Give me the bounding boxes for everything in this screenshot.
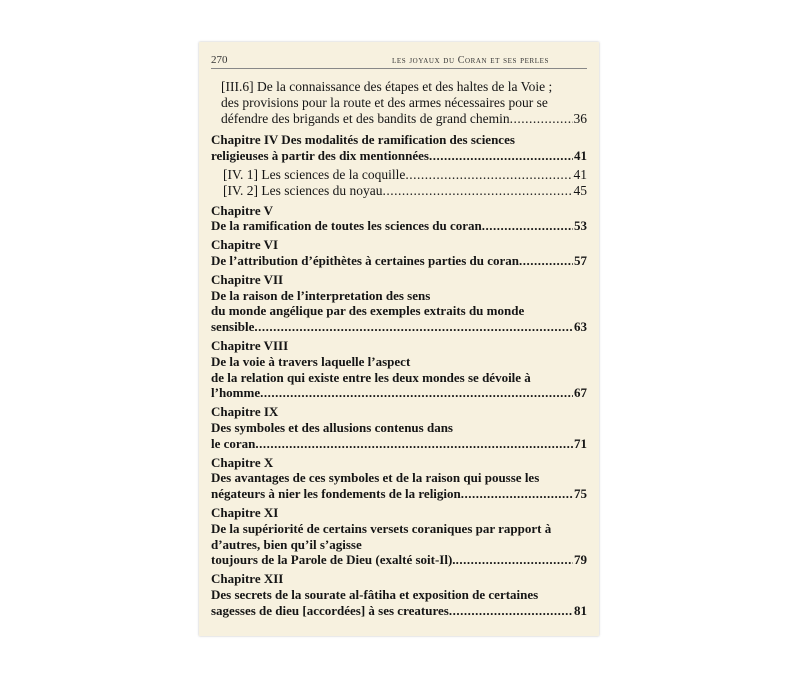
- toc-leader-line: [211, 253, 587, 269]
- page-number: 270: [211, 54, 228, 66]
- toc-line: Des avantages de ces symboles et de la raison qui pousse les: [211, 470, 540, 486]
- toc-chapter: [211, 203, 587, 235]
- toc-chapter: [211, 338, 587, 401]
- toc-line: Des secrets de la sourate al-fâtiha et exposition de certaines: [211, 586, 539, 602]
- chapter-heading: Chapitre VIII: [211, 337, 289, 353]
- chapter-heading: Chapitre XI: [211, 504, 279, 520]
- toc-chapter: [211, 237, 587, 269]
- dot-leader: [405, 167, 572, 183]
- toc-leader-line: [211, 319, 587, 335]
- toc-page-number: 81: [574, 602, 587, 618]
- toc-subentry: [211, 167, 587, 183]
- book-page: [199, 42, 599, 636]
- toc-line: De la supériorité de certains versets coraniques par rapport à: [211, 520, 552, 536]
- chapter-heading: Chapitre VII: [211, 271, 284, 287]
- toc-leader-line: [211, 486, 587, 502]
- toc-page-number: 75: [574, 486, 587, 502]
- toc-line: du monde angélique par des exemples extraits du monde: [211, 303, 525, 319]
- toc-line: de la relation qui existe entre les deux mondes se dévoile à: [211, 369, 531, 385]
- toc-leader-line: [211, 552, 587, 568]
- toc-line: De la raison de l’interpretation des sens: [211, 287, 431, 303]
- toc-leader-line: [211, 603, 587, 619]
- toc-line: [IV. 2] Les sciences du noyau: [223, 182, 383, 198]
- toc-chapter: [211, 505, 587, 568]
- toc-line: [III.6] De la connaissance des étapes et des haltes de la Voie ;: [221, 79, 553, 94]
- running-title: les joyaux du Coran et ses perles: [392, 55, 549, 66]
- toc-line: religieuses à partir des dix mentionnées: [211, 148, 429, 164]
- toc-line: d’autres, bien qu’il s’agisse: [211, 536, 362, 552]
- toc-chapter: [211, 455, 587, 502]
- toc-page-number: 67: [574, 385, 587, 401]
- dot-leader: [449, 603, 573, 619]
- dot-leader: [429, 148, 573, 164]
- toc-line: défendre des brigands et des bandits de grand chemin: [221, 110, 510, 126]
- toc-line: négateurs à nier les fondements de la religion: [211, 486, 461, 502]
- dot-leader: [382, 183, 572, 199]
- dot-leader: [482, 218, 573, 234]
- chapter-heading: Chapitre XII: [211, 571, 284, 587]
- chapter-heading: Chapitre X: [211, 454, 274, 470]
- toc-line: sensible: [211, 319, 255, 335]
- dot-leader: [255, 436, 573, 452]
- dot-leader: [461, 486, 573, 502]
- dot-leader: [254, 319, 573, 335]
- toc-page-number: 36: [573, 110, 587, 126]
- dot-leader: [510, 111, 573, 127]
- toc-chapter-4: [211, 132, 587, 164]
- toc-leader-line: [211, 436, 587, 452]
- toc-page-number: 53: [574, 218, 587, 234]
- chapter-heading: Chapitre V: [211, 202, 273, 218]
- dot-leader: [260, 385, 573, 401]
- toc-page-number: 41: [574, 148, 587, 164]
- toc-line: l’homme: [211, 385, 261, 401]
- toc-leader-line: [211, 148, 587, 164]
- toc-chapter: [211, 404, 587, 451]
- toc-line: Des symboles et des allusions contenus dans: [211, 419, 453, 435]
- toc-entry-intro: [211, 79, 587, 126]
- toc-page-number: 63: [574, 319, 587, 335]
- toc-page-number: 71: [574, 435, 587, 451]
- toc-line: Chapitre IV Des modalités de ramification des sciences: [211, 132, 515, 148]
- toc-chapter: [211, 272, 587, 335]
- toc-line: le coran: [211, 435, 256, 451]
- chapter-heading: Chapitre IX: [211, 404, 279, 420]
- toc-page-number: 45: [573, 182, 587, 198]
- toc-leader-line: [211, 385, 587, 401]
- chapter-list: [211, 203, 587, 619]
- toc-line: De la ramification de toutes les sciences du coran: [211, 218, 482, 234]
- toc-line: des provisions pour la route et des armes nécessaires pour se: [221, 94, 548, 110]
- toc-line: sagesses de dieu [accordées] à ses creatures: [211, 602, 449, 618]
- toc-line: [IV. 1] Les sciences de la coquille: [223, 166, 406, 182]
- toc-leader-line: [221, 111, 587, 127]
- toc-line: De la voie à travers laquelle l’aspect: [211, 353, 411, 369]
- dot-leader: [519, 253, 573, 269]
- toc-page-number: 79: [574, 552, 587, 568]
- chapter-heading: Chapitre VI: [211, 237, 279, 253]
- dot-leader: [456, 552, 573, 568]
- toc-chapter: [211, 571, 587, 618]
- toc-line: toujours de la Parole de Dieu (exalté soit-Il).: [211, 552, 456, 568]
- toc-page-number: 57: [574, 252, 587, 268]
- toc-line: De l’attribution d’épithètes à certaines parties du coran: [211, 252, 519, 268]
- toc-leader-line: [211, 218, 587, 234]
- running-header: [211, 54, 587, 69]
- toc-page-number: 41: [573, 166, 587, 182]
- table-of-contents: [211, 79, 587, 619]
- toc-subentry: [211, 183, 587, 199]
